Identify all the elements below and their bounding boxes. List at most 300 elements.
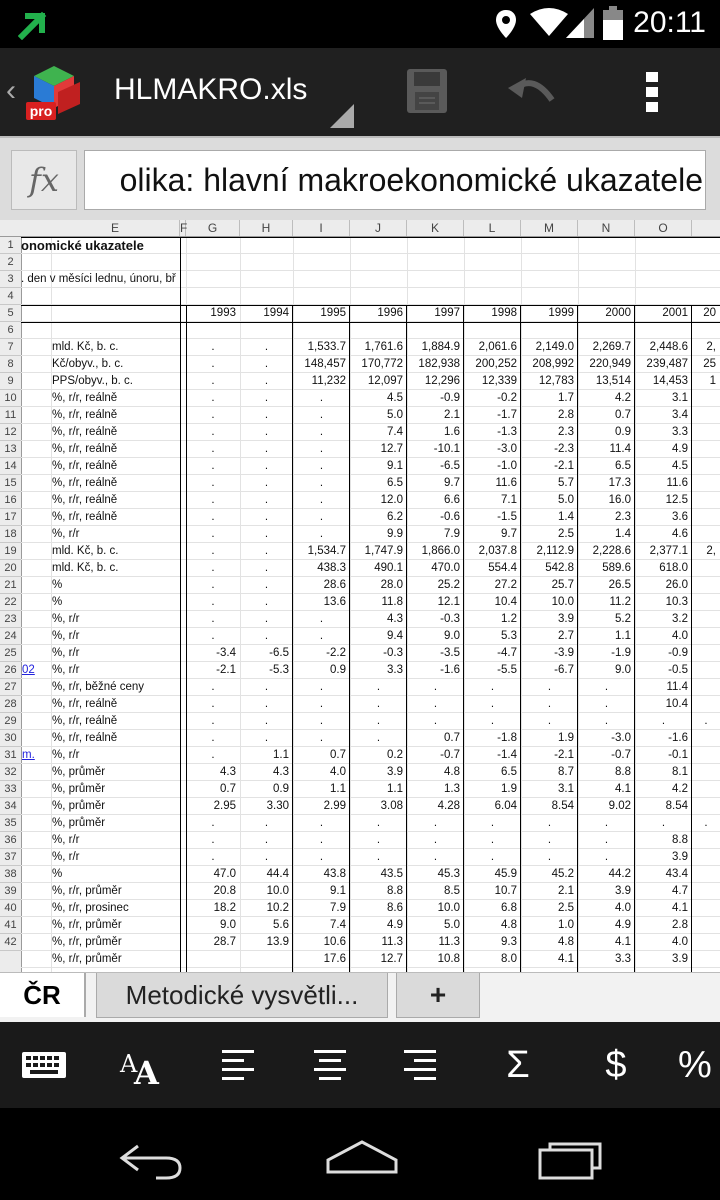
data-cell[interactable]: 2.5	[558, 528, 574, 540]
data-cell[interactable]: 2,448.6	[649, 341, 688, 353]
data-cell[interactable]: .	[264, 579, 269, 591]
data-cell[interactable]: 9.4	[387, 630, 403, 642]
row-header-15[interactable]: 15	[0, 475, 21, 492]
data-cell[interactable]: 10.4	[494, 596, 517, 608]
data-cell[interactable]: .	[319, 817, 324, 829]
data-cell[interactable]: 6.8	[501, 902, 517, 914]
unit-label[interactable]: %, r/r, reálně	[52, 460, 118, 472]
data-cell[interactable]: .	[319, 681, 324, 693]
unit-label[interactable]: %, r/r	[52, 528, 80, 540]
data-cell[interactable]: 4.6	[672, 528, 688, 540]
data-cell[interactable]: .	[264, 596, 269, 608]
data-cell[interactable]: -2.2	[326, 647, 346, 659]
data-cell[interactable]: .	[376, 817, 381, 829]
data-cell[interactable]: 0.9	[273, 783, 289, 795]
year-header[interactable]: 1999	[548, 307, 574, 319]
data-cell[interactable]: 2.3	[558, 426, 574, 438]
data-cell[interactable]: 13,514	[595, 375, 631, 387]
data-cell[interactable]: 618.0	[659, 562, 688, 574]
data-cell[interactable]: 18.2	[213, 902, 236, 914]
unit-label[interactable]: PPS/obyv., b. c.	[52, 375, 133, 387]
data-cell[interactable]: 43.4	[665, 868, 688, 880]
formula-input[interactable]	[84, 150, 706, 210]
data-cell[interactable]: .	[211, 749, 215, 761]
home-icon[interactable]	[322, 1136, 402, 1180]
column-header-m[interactable]: M	[521, 220, 578, 236]
data-cell[interactable]: .	[264, 681, 269, 693]
data-cell[interactable]: .	[211, 392, 215, 404]
data-cell[interactable]: 10.0	[266, 885, 289, 897]
data-cell[interactable]: 4.0	[672, 936, 688, 948]
data-cell[interactable]: .	[661, 817, 666, 829]
row-header-24[interactable]: 24	[0, 628, 21, 645]
data-cell[interactable]: 12,783	[538, 375, 574, 387]
data-cell[interactable]: 28.7	[213, 936, 236, 948]
data-cell[interactable]: 4.3	[273, 766, 289, 778]
data-cell[interactable]: 28.0	[380, 579, 403, 591]
save-icon[interactable]	[406, 68, 448, 114]
data-cell[interactable]: -1.5	[497, 511, 517, 523]
data-cell[interactable]: 2,061.6	[478, 341, 517, 353]
data-cell[interactable]: .	[211, 817, 215, 829]
data-cell[interactable]: .	[433, 698, 438, 710]
unit-label[interactable]: %, r/r	[52, 749, 80, 761]
data-cell[interactable]: 0.7	[330, 749, 346, 761]
data-cell[interactable]: .	[264, 409, 269, 421]
data-cell[interactable]: 4.0	[615, 902, 631, 914]
unit-label[interactable]: %, r/r	[52, 613, 80, 625]
unit-label[interactable]: %, r/r	[52, 647, 80, 659]
data-cell[interactable]: 2.7	[558, 630, 574, 642]
row-header-16[interactable]: 16	[0, 492, 21, 509]
unit-label[interactable]: %, průměr	[52, 783, 106, 795]
data-cell[interactable]: 1.2	[501, 613, 517, 625]
row-header-41[interactable]: 41	[0, 917, 21, 934]
data-cell[interactable]: 3.3	[672, 426, 688, 438]
data-cell[interactable]: .	[319, 511, 324, 523]
data-cell[interactable]: .	[264, 851, 269, 863]
data-cell[interactable]: .	[547, 834, 552, 846]
data-cell[interactable]: 1.4	[615, 528, 631, 540]
data-cell[interactable]: 8.8	[615, 766, 631, 778]
data-cell[interactable]: .	[264, 732, 269, 744]
data-cell[interactable]: 1,533.7	[307, 341, 346, 353]
data-cell[interactable]: 3.9	[387, 766, 403, 778]
data-cell[interactable]: 12,097	[367, 375, 403, 387]
unit-label[interactable]: %, průměr	[52, 800, 106, 812]
data-cell[interactable]: 5.7	[558, 477, 574, 489]
column-header-i[interactable]: I	[293, 220, 350, 236]
app-logo-icon[interactable]	[24, 62, 84, 122]
data-cell[interactable]: 44.2	[608, 868, 631, 880]
data-cell[interactable]: -1.7	[497, 409, 517, 421]
data-cell[interactable]: 4.2	[615, 392, 631, 404]
data-cell[interactable]: 3.1	[558, 783, 574, 795]
row-header-14[interactable]: 14	[0, 458, 21, 475]
row-header-40[interactable]: 40	[0, 900, 21, 917]
row-header-37[interactable]: 37	[0, 849, 21, 866]
data-cell[interactable]: .	[319, 460, 324, 472]
data-cell[interactable]: -6.7	[554, 664, 574, 676]
file-title[interactable]: HLMAKRO.xls	[114, 73, 308, 106]
data-cell[interactable]: -1.4	[497, 749, 517, 761]
data-cell[interactable]: 4.1	[558, 953, 574, 965]
data-cell[interactable]: .	[211, 528, 215, 540]
data-cell[interactable]: .	[211, 562, 215, 574]
column-header-o[interactable]: O	[635, 220, 692, 236]
data-cell[interactable]: 3.08	[380, 800, 403, 812]
data-cell[interactable]: .	[264, 715, 269, 727]
data-cell[interactable]: 239,487	[646, 358, 688, 370]
data-cell[interactable]: 7.4	[387, 426, 403, 438]
data-cell[interactable]: 2,149.0	[535, 341, 574, 353]
data-cell[interactable]: -2.1	[216, 664, 236, 676]
data-cell[interactable]: 4.1	[615, 936, 631, 948]
column-header-g[interactable]: G	[186, 220, 240, 236]
data-cell[interactable]: 1,866.0	[421, 545, 460, 557]
data-cell[interactable]: 2.1	[444, 409, 460, 421]
data-cell[interactable]: 10.4	[665, 698, 688, 710]
data-cell[interactable]: 170,772	[361, 358, 403, 370]
data-cell[interactable]: .	[376, 715, 381, 727]
data-cell[interactable]: .	[211, 715, 215, 727]
data-cell[interactable]: -5.5	[497, 664, 517, 676]
row-header-5[interactable]: 5	[0, 305, 21, 322]
data-cell[interactable]: 11.3	[438, 936, 460, 948]
data-cell[interactable]: 2.95	[213, 800, 236, 812]
unit-label[interactable]: %, r/r, reálně	[52, 409, 118, 421]
data-cell[interactable]: 11.4	[666, 681, 688, 693]
data-cell[interactable]: .	[211, 851, 215, 863]
data-cell[interactable]: 4.28	[437, 800, 460, 812]
data-cell[interactable]: .	[433, 851, 438, 863]
unit-label[interactable]: %, r/r, reálně	[52, 426, 118, 438]
data-cell[interactable]: -0.5	[668, 664, 688, 676]
data-cell[interactable]: 5.3	[501, 630, 517, 642]
unit-label[interactable]: Kč/obyv., b. c.	[52, 358, 124, 370]
data-cell[interactable]: .	[211, 494, 215, 506]
unit-label[interactable]: %, r/r	[52, 851, 80, 863]
data-cell[interactable]: -1.8	[497, 732, 517, 744]
data-cell[interactable]: 208,992	[532, 358, 574, 370]
cell-link[interactable]: 02	[22, 664, 35, 676]
data-cell[interactable]: 3.2	[672, 613, 688, 625]
cell-link[interactable]: m.	[22, 749, 35, 761]
data-cell[interactable]: 4.8	[444, 766, 460, 778]
keyboard-icon[interactable]	[16, 1042, 76, 1088]
data-cell[interactable]: 4.9	[672, 443, 688, 455]
unit-label[interactable]: mld. Kč, b. c.	[52, 341, 119, 353]
data-cell[interactable]: 9.7	[444, 477, 460, 489]
data-cell[interactable]: -3.0	[611, 732, 631, 744]
data-cell[interactable]: 4.8	[558, 936, 574, 948]
data-cell[interactable]: 3.1	[672, 392, 688, 404]
data-cell[interactable]: 28.6	[323, 579, 346, 591]
data-cell[interactable]: 45.9	[494, 868, 517, 880]
data-cell[interactable]: -0.9	[668, 647, 688, 659]
data-cell[interactable]: 3.3	[387, 664, 403, 676]
unit-label[interactable]: %, r/r, průměr	[52, 885, 122, 897]
data-cell[interactable]: .	[211, 511, 215, 523]
data-cell[interactable]: .	[604, 698, 609, 710]
data-cell[interactable]: .	[211, 596, 215, 608]
row-header-18[interactable]: 18	[0, 526, 21, 543]
data-cell[interactable]: .	[319, 715, 324, 727]
data-cell[interactable]: .	[211, 460, 215, 472]
data-cell[interactable]: 10.0	[551, 596, 574, 608]
data-cell[interactable]: 3.3	[615, 953, 631, 965]
data-cell[interactable]: .	[376, 834, 381, 846]
data-cell[interactable]: 2.3	[615, 511, 631, 523]
data-cell[interactable]: 3.4	[672, 409, 688, 421]
data-cell[interactable]: 470.0	[431, 562, 460, 574]
data-cell[interactable]: 438.3	[317, 562, 346, 574]
data-cell[interactable]: 8.54	[551, 800, 574, 812]
data-cell[interactable]: .	[319, 392, 324, 404]
data-cell[interactable]: 12.5	[665, 494, 688, 506]
data-cell[interactable]: .	[547, 817, 552, 829]
data-cell[interactable]: 0.7	[615, 409, 631, 421]
back-icon[interactable]	[112, 1136, 192, 1180]
data-cell[interactable]: 2,112.9	[536, 545, 574, 557]
data-cell[interactable]: .	[490, 834, 495, 846]
data-cell[interactable]: -0.3	[440, 613, 460, 625]
data-cell[interactable]: .	[211, 613, 215, 625]
data-cell[interactable]: 1.9	[558, 732, 574, 744]
data-cell[interactable]: 2.99	[323, 800, 346, 812]
data-cell[interactable]: 3.9	[672, 953, 688, 965]
data-cell[interactable]: .	[264, 392, 269, 404]
data-cell[interactable]: 9.0	[220, 919, 236, 931]
data-cell[interactable]: .	[604, 851, 609, 863]
row-header-42[interactable]: 42	[0, 934, 21, 951]
data-cell[interactable]: 9.9	[387, 528, 403, 540]
sheet-tab-cr[interactable]: ČR	[0, 973, 86, 1017]
data-cell[interactable]: 1.1	[387, 783, 403, 795]
data-cell[interactable]: 17.6	[323, 953, 346, 965]
align-right-icon[interactable]	[390, 1042, 450, 1088]
data-cell[interactable]: .	[211, 732, 215, 744]
data-cell[interactable]: 2,377.1	[649, 545, 688, 557]
align-left-icon[interactable]	[208, 1042, 268, 1088]
data-cell[interactable]: .	[376, 732, 381, 744]
data-cell[interactable]: .	[604, 681, 609, 693]
data-cell[interactable]: 7.9	[330, 902, 346, 914]
row-header-25[interactable]: 25	[0, 645, 21, 662]
data-cell[interactable]: 6.6	[444, 494, 460, 506]
row-header-29[interactable]: 29	[0, 713, 21, 730]
data-cell[interactable]: 16.0	[608, 494, 631, 506]
data-cell[interactable]: .	[319, 834, 324, 846]
data-cell[interactable]: 12.0	[380, 494, 403, 506]
data-cell[interactable]: .	[264, 613, 269, 625]
cell-note[interactable]: . den v měsíci lednu, únoru, bř	[21, 273, 176, 285]
data-cell[interactable]: 220,949	[589, 358, 631, 370]
fx-button[interactable]: fx	[11, 150, 77, 210]
data-cell[interactable]: 4.2	[672, 783, 688, 795]
data-cell[interactable]: .	[264, 630, 269, 642]
row-header-34[interactable]: 34	[0, 798, 21, 815]
recent-apps-icon[interactable]	[536, 1136, 616, 1180]
data-cell[interactable]: 8.8	[672, 834, 688, 846]
data-cell[interactable]: .	[604, 715, 609, 727]
data-cell[interactable]: -0.7	[611, 749, 631, 761]
data-cell[interactable]: 6.2	[387, 511, 403, 523]
row-header-20[interactable]: 20	[0, 560, 21, 577]
unit-label[interactable]: %, r/r, prosinec	[52, 902, 129, 914]
data-cell[interactable]: 8.7	[558, 766, 574, 778]
row-header-31[interactable]: 31	[0, 747, 21, 764]
data-cell[interactable]: 11,232	[311, 375, 346, 387]
data-cell[interactable]: -3.0	[497, 443, 517, 455]
data-cell[interactable]: -1.6	[668, 732, 688, 744]
data-cell[interactable]: -6.5	[269, 647, 289, 659]
unit-label[interactable]: %, r/r, reálně	[52, 511, 118, 523]
data-cell[interactable]: 589.6	[602, 562, 631, 574]
data-cell[interactable]: .	[490, 715, 495, 727]
data-cell[interactable]: .	[490, 851, 495, 863]
data-cell[interactable]: 8.6	[387, 902, 403, 914]
data-cell[interactable]: 9.7	[501, 528, 517, 540]
data-cell[interactable]: 1	[709, 375, 716, 387]
data-cell[interactable]: .	[319, 494, 324, 506]
data-cell[interactable]: 5.0	[444, 919, 460, 931]
data-cell[interactable]: 4.1	[672, 902, 688, 914]
data-cell[interactable]: .	[319, 409, 324, 421]
undo-icon[interactable]	[508, 74, 556, 110]
data-cell[interactable]: .	[319, 443, 324, 455]
data-cell[interactable]: 7.1	[501, 494, 517, 506]
data-cell[interactable]: 6.5	[501, 766, 517, 778]
data-cell[interactable]: 13.9	[266, 936, 289, 948]
data-cell[interactable]: 20.8	[213, 885, 236, 897]
data-cell[interactable]: -1.3	[497, 426, 517, 438]
data-cell[interactable]: 5.2	[615, 613, 631, 625]
data-cell[interactable]: -6.5	[440, 460, 460, 472]
column-header-e[interactable]: E	[51, 220, 180, 236]
data-cell[interactable]: .	[490, 681, 495, 693]
data-cell[interactable]: .	[433, 681, 438, 693]
data-cell[interactable]: .	[211, 443, 215, 455]
data-cell[interactable]: -3.4	[216, 647, 236, 659]
data-cell[interactable]: 3.30	[266, 800, 289, 812]
data-cell[interactable]: 2.1	[558, 885, 574, 897]
data-cell[interactable]: 4.1	[615, 783, 631, 795]
row-header-9[interactable]: 9	[0, 373, 21, 390]
data-cell[interactable]: 4.0	[672, 630, 688, 642]
data-cell[interactable]: 10.6	[323, 936, 346, 948]
row-header-10[interactable]: 10	[0, 390, 21, 407]
data-cell[interactable]: 6.5	[615, 460, 631, 472]
data-cell[interactable]: 3.9	[558, 613, 574, 625]
data-cell[interactable]: .	[211, 375, 215, 387]
unit-label[interactable]: mld. Kč, b. c.	[52, 562, 119, 574]
data-cell[interactable]: 2,228.6	[592, 545, 631, 557]
data-cell[interactable]: 1.9	[501, 783, 517, 795]
data-cell[interactable]: 26.5	[608, 579, 631, 591]
data-cell[interactable]: .	[211, 545, 215, 557]
data-cell[interactable]: 2,269.7	[592, 341, 631, 353]
row-header-28[interactable]: 28	[0, 696, 21, 713]
data-cell[interactable]: .	[264, 358, 269, 370]
data-cell[interactable]: .	[604, 817, 609, 829]
data-cell[interactable]: 6.04	[494, 800, 517, 812]
unit-label[interactable]: %, r/r, reálně	[52, 477, 118, 489]
data-cell[interactable]: .	[264, 834, 269, 846]
unit-label[interactable]: %, r/r	[52, 664, 80, 676]
data-cell[interactable]: 2,	[706, 341, 716, 353]
data-cell[interactable]: 0.2	[387, 749, 403, 761]
unit-label[interactable]: %, r/r, reálně	[52, 698, 118, 710]
data-cell[interactable]: 542.8	[545, 562, 574, 574]
data-cell[interactable]: 10.7	[494, 885, 517, 897]
data-cell[interactable]: 4.5	[387, 392, 403, 404]
data-cell[interactable]: .	[704, 817, 708, 829]
row-header-7[interactable]: 7	[0, 339, 21, 356]
data-cell[interactable]: -1.0	[497, 460, 517, 472]
data-cell[interactable]: .	[547, 698, 552, 710]
data-cell[interactable]: 0.9	[330, 664, 346, 676]
data-cell[interactable]: 10.3	[665, 596, 688, 608]
data-cell[interactable]: .	[319, 732, 324, 744]
data-cell[interactable]: 3.6	[672, 511, 688, 523]
data-cell[interactable]: 1.1	[615, 630, 631, 642]
unit-label[interactable]: %, r/r	[52, 630, 80, 642]
data-cell[interactable]: .	[376, 851, 381, 863]
data-cell[interactable]: .	[490, 698, 495, 710]
data-cell[interactable]: 26.0	[665, 579, 688, 591]
data-cell[interactable]: 4.3	[387, 613, 403, 625]
data-cell[interactable]: 8.5	[444, 885, 460, 897]
data-cell[interactable]: .	[319, 851, 324, 863]
data-cell[interactable]: 9.1	[387, 460, 403, 472]
data-cell[interactable]: 4.5	[672, 460, 688, 472]
year-header[interactable]: 20	[703, 307, 716, 319]
unit-label[interactable]: %, r/r, reálně	[52, 494, 118, 506]
font-size-icon[interactable]	[112, 1042, 172, 1088]
data-cell[interactable]: .	[433, 834, 438, 846]
data-cell[interactable]: 554.4	[488, 562, 517, 574]
data-cell[interactable]: 43.8	[323, 868, 346, 880]
data-cell[interactable]: 0.7	[220, 783, 236, 795]
column-header-n[interactable]: N	[578, 220, 635, 236]
data-cell[interactable]: 10.2	[266, 902, 289, 914]
data-cell[interactable]: -2.1	[554, 460, 574, 472]
data-cell[interactable]: 12.7	[380, 953, 403, 965]
data-cell[interactable]: 0.9	[615, 426, 631, 438]
row-header-4[interactable]: 4	[0, 288, 21, 305]
data-cell[interactable]: 2.5	[558, 902, 574, 914]
data-cell[interactable]: 5.0	[558, 494, 574, 506]
data-cell[interactable]: .	[211, 681, 215, 693]
data-cell[interactable]: .	[490, 817, 495, 829]
unit-label[interactable]: %	[52, 868, 63, 880]
percent-icon[interactable]: %	[678, 1044, 712, 1086]
data-cell[interactable]: 11.8	[381, 596, 403, 608]
data-cell[interactable]: .	[376, 681, 381, 693]
data-cell[interactable]: .	[264, 698, 269, 710]
back-chevron-icon[interactable]: ‹	[6, 74, 16, 107]
row-header-13[interactable]: 13	[0, 441, 21, 458]
data-cell[interactable]: 4.0	[330, 766, 346, 778]
unit-label[interactable]: %, r/r, průměr	[52, 919, 122, 931]
unit-label[interactable]: %, r/r, reálně	[52, 715, 118, 727]
unit-label[interactable]: %, r/r, průměr	[52, 953, 122, 965]
data-cell[interactable]: 27.2	[494, 579, 517, 591]
data-cell[interactable]: .	[547, 681, 552, 693]
data-cell[interactable]: 8.8	[387, 885, 403, 897]
data-cell[interactable]: 11.6	[495, 477, 517, 489]
